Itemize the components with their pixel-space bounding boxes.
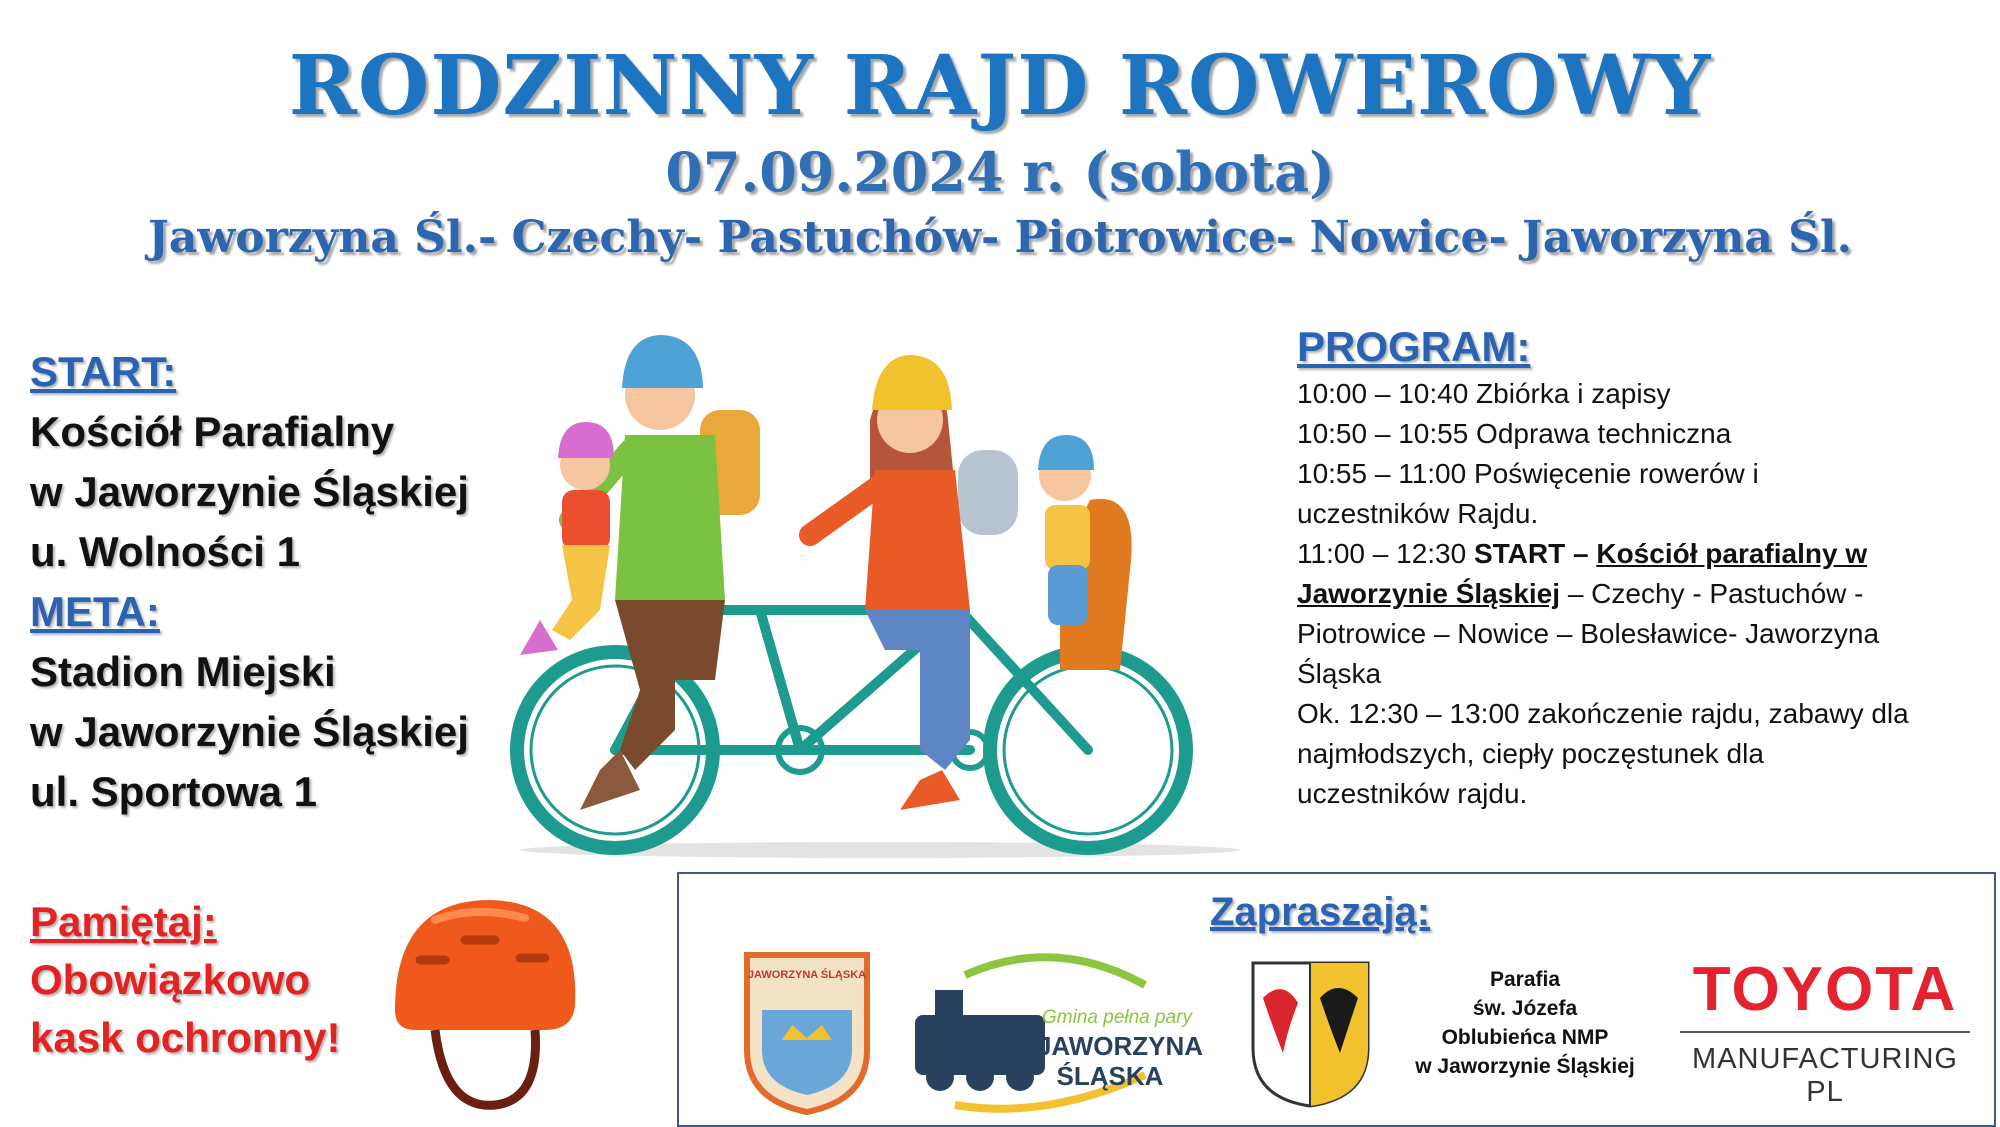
program-item: najmłodszych, ciepły poczęstunek dla [1297,738,1764,769]
program-item-time: 11:00 – 12:30 [1297,538,1474,569]
mks-logo-text: JAWORZYNA ŚLĄSKA [747,969,867,981]
reminder-line-2: Obowiązkowo [30,956,311,1003]
program-item: 10:00 – 10:40 Zbiórka i zapisy [1297,378,1671,409]
program-item: Piotrowice – Nowice – Bolesławice- Jaworzyna [1297,618,1880,649]
program-route: – Czechy - Pastuchów - [1560,578,1864,609]
helmet-reminder [30,893,340,1067]
parish-text [1405,965,1645,1081]
gmina-name-1: JAWORZYNA [1036,1031,1204,1061]
gmina-name-2: ŚLĄSKA [1056,1061,1164,1091]
gmina-tagline: Gmina pełna pary [1042,1007,1192,1028]
program-start-word: START [1473,538,1566,569]
meta-line-2: w Jaworzynie Śląskiej [30,708,469,755]
program-item-start [1297,534,1977,574]
event-route: Jaworzyna Śl.- Czechy- Pastuchów- Piotrowice- Nowice- Jaworzyna Śl. [148,212,1852,263]
program-item: 10:50 – 10:55 Odprawa techniczna [1297,418,1732,449]
reminder-line-1: Pamiętaj: [30,898,217,945]
event-title: RODZINNY RAJD ROWEROWY [288,38,1712,134]
program-item [1297,574,1977,614]
program-item: uczestników Rajdu. [1297,498,1539,529]
program-start-place: Kościół parafialny w [1596,538,1868,569]
program-start-place-2: Jaworzynie Śląskiej [1297,578,1561,609]
start-line-1: Kościół Parafialny [30,408,395,455]
toyota-brand: TOYOTA [1692,955,1958,1024]
parish-line-3: Oblubieńca NMP [1441,1026,1609,1049]
program-item: Ok. 12:30 – 13:00 zakończenie rajdu, zabawy dla [1297,698,1909,729]
program-item: 10:55 – 11:00 Poświęcenie rowerów i [1297,458,1759,489]
toyota-divider [1680,1031,1970,1033]
meta-line-3: ul. Sportowa 1 [30,768,318,815]
family-tandem-bike-illustration [500,310,1250,860]
reminder-line-3: kask ochronny! [30,1014,341,1061]
parish-line-4: w Jaworzynie Śląskiej [1415,1055,1635,1078]
start-section [30,342,469,822]
start-line-3: u. Wolności 1 [30,528,300,575]
coat-of-arms-logo [1248,958,1373,1108]
gmina-jaworzyna-logo [895,945,1205,1115]
meta-line-1: Stadion Miejski [30,648,336,695]
event-date: 07.09.2024 r. (sobota) [665,140,1335,204]
toyota-logo [1680,955,1970,1109]
program-item: Śląska [1297,658,1382,689]
program-title: PROGRAM: [1297,323,1531,370]
start-label: START: [30,348,177,395]
program-start-dash: – [1565,538,1597,569]
parish-line-2: św. Józefa [1472,997,1578,1020]
mks-shield-logo [742,950,872,1115]
start-line-2: w Jaworzynie Śląskiej [30,468,469,515]
sponsors-heading: Zapraszają: [1210,890,1431,934]
program-section [1297,322,1977,814]
helmet-icon [375,880,595,1120]
toyota-subtitle: MANUFACTURING PL [1692,1043,1958,1108]
program-item: uczestników rajdu. [1297,778,1528,809]
meta-label: META: [30,588,160,635]
parish-line-1: Parafia [1489,968,1561,991]
